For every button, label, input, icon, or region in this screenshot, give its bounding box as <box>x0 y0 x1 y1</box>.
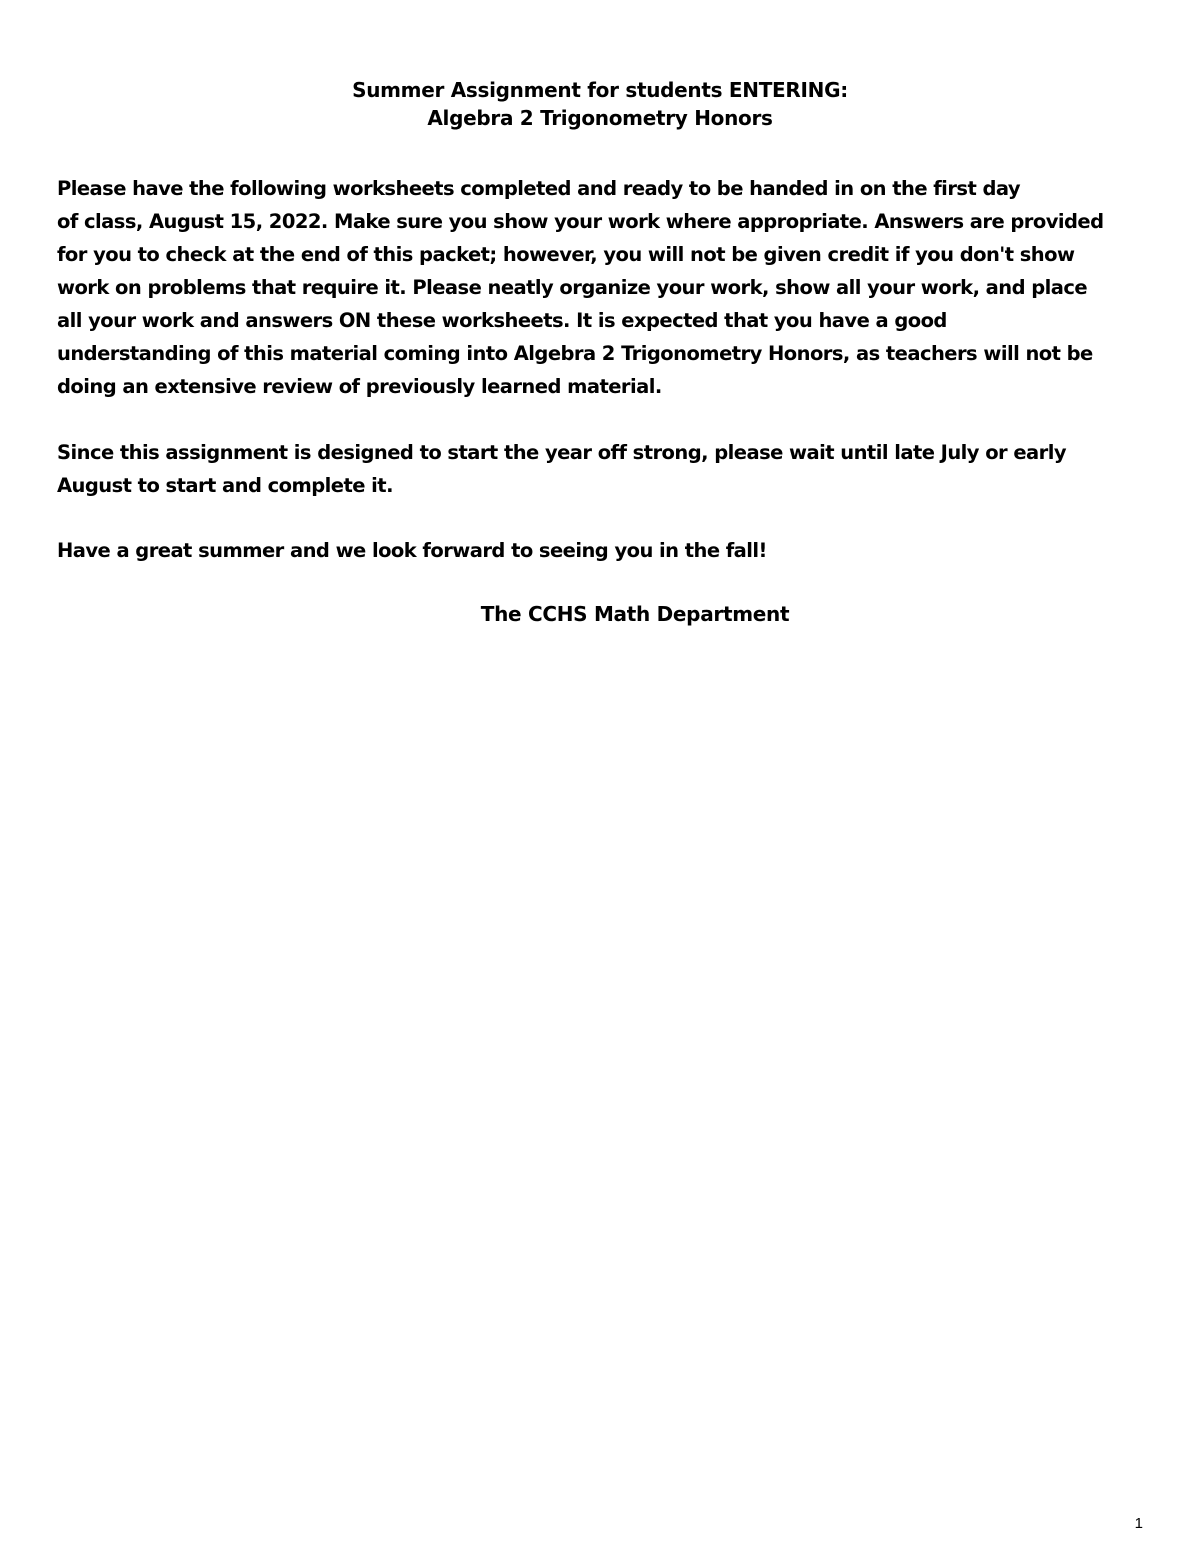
closing-paragraph <box>57 534 1152 567</box>
signature: The CCHS Math Department <box>480 602 790 626</box>
timing-paragraph <box>57 436 1152 502</box>
heading-line-1: Summer Assignment for students ENTERING: <box>352 78 848 102</box>
paragraph-line: August to start and complete it. <box>57 474 393 497</box>
paragraph-line: Since this assignment is designed to start the year off strong, please wait until late July or early <box>57 441 1066 464</box>
paragraph-line: Please have the following worksheets completed and ready to be handed in on the first day <box>57 177 1021 200</box>
paragraph-line: for you to check at the end of this packet; however, you will not be given credit if you don't show <box>57 243 1075 266</box>
instructions-paragraph <box>57 172 1152 403</box>
paragraph-line: work on problems that require it. Please neatly organize your work, show all your work, and place <box>57 276 1088 299</box>
page-number: 1 <box>1134 1515 1143 1532</box>
paragraph-line: doing an extensive review of previously learned material. <box>57 375 662 398</box>
paragraph-line: understanding of this material coming into Algebra 2 Trigonometry Honors, as teachers will not be <box>57 342 1093 365</box>
heading-line-2: Algebra 2 Trigonometry Honors <box>427 106 773 130</box>
paragraph-line: of class, August 15, 2022. Make sure you show your work where appropriate. Answers are provided <box>57 210 1104 233</box>
paragraph-line: all your work and answers ON these worksheets. It is expected that you have a good <box>57 309 947 332</box>
document-heading <box>0 76 1200 132</box>
paragraph-line: Have a great summer and we look forward to seeing you in the fall! <box>57 539 767 562</box>
